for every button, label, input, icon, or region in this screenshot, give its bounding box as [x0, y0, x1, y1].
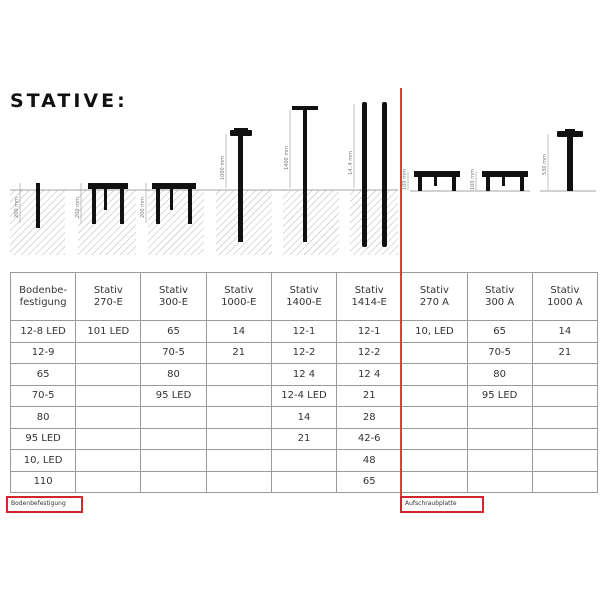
- table-row: [11, 321, 598, 343]
- table-cell: [206, 471, 271, 493]
- table-cell: 12 4: [337, 364, 402, 386]
- table-cell: 65: [467, 321, 532, 343]
- table-cell: 10, LED: [402, 321, 467, 343]
- table-row: [11, 450, 598, 472]
- table-cell: [76, 428, 141, 450]
- table-cell: [467, 450, 532, 472]
- table-cell: [206, 428, 271, 450]
- stand-1000-a: [557, 129, 583, 191]
- table-cell: [141, 450, 206, 472]
- header-cell: Stativ 300-E: [141, 273, 206, 321]
- table-cell: [402, 407, 467, 429]
- red-divider-line: [400, 88, 402, 496]
- table-cell: 21: [206, 342, 271, 364]
- table-cell: 12-1: [337, 321, 402, 343]
- table-header-row: [11, 273, 598, 321]
- table-cell: 12 4: [271, 364, 336, 386]
- table-cell: 21: [271, 428, 336, 450]
- dim-label-9: 530 mm: [542, 154, 548, 175]
- table-cell: [532, 407, 597, 429]
- dim-label-2: 200 mm: [75, 197, 81, 218]
- table-cell: 95 LED: [141, 385, 206, 407]
- header-cell: Bodenbe- festigung: [11, 273, 76, 321]
- table-cell: [467, 407, 532, 429]
- table-row: [11, 342, 598, 364]
- table-cell: 14: [206, 321, 271, 343]
- table-cell: 12-2: [337, 342, 402, 364]
- table-cell: [532, 471, 597, 493]
- header-cell: Stativ 1000 A: [532, 273, 597, 321]
- stand-300-a: [482, 171, 528, 191]
- table-cell: [532, 450, 597, 472]
- table-cell: [271, 471, 336, 493]
- table-cell: [402, 471, 467, 493]
- table-cell: [76, 364, 141, 386]
- header-cell: Stativ 1000-E: [206, 273, 271, 321]
- table-row: [11, 428, 598, 450]
- header-cell: Stativ 1414-E: [337, 273, 402, 321]
- table-cell: 80: [11, 407, 76, 429]
- table-cell: 70-5: [11, 385, 76, 407]
- table-cell: 48: [337, 450, 402, 472]
- table-cell: 14: [532, 321, 597, 343]
- table-cell: 12-2: [271, 342, 336, 364]
- table-cell: 65: [11, 364, 76, 386]
- table-cell: 70-5: [467, 342, 532, 364]
- table-cell: [206, 407, 271, 429]
- table-cell: 12-1: [271, 321, 336, 343]
- table-row: [11, 364, 598, 386]
- table-cell: [206, 385, 271, 407]
- table-cell: [141, 428, 206, 450]
- table-cell: 28: [337, 407, 402, 429]
- table-cell: [532, 364, 597, 386]
- header-cell: Stativ 300 A: [467, 273, 532, 321]
- table-cell: [532, 428, 597, 450]
- dim-label-8: 100 mm: [470, 169, 476, 190]
- table-cell: 80: [467, 364, 532, 386]
- header-cell: Stativ 1400-E: [271, 273, 336, 321]
- table-cell: [206, 364, 271, 386]
- table-cell: 10, LED: [11, 450, 76, 472]
- table-cell: [76, 385, 141, 407]
- dim-label-6: 14..4 mm: [348, 150, 354, 175]
- table-cell: [76, 450, 141, 472]
- table-cell: [402, 385, 467, 407]
- table-cell: 95 LED: [467, 385, 532, 407]
- table-cell: [141, 471, 206, 493]
- table-cell: [271, 450, 336, 472]
- table-cell: 12-4 LED: [271, 385, 336, 407]
- dim-label-1: 200 mm: [14, 197, 20, 218]
- caption-screw-plate: Aufschraubplatte: [400, 496, 484, 513]
- table-cell: 21: [337, 385, 402, 407]
- table-cell: [76, 407, 141, 429]
- table-cell: 70-5: [141, 342, 206, 364]
- table-cell: 65: [141, 321, 206, 343]
- table-row: [11, 471, 598, 493]
- table-cell: 101 LED: [76, 321, 141, 343]
- table-cell: 14: [271, 407, 336, 429]
- header-cell: Stativ 270 A: [402, 273, 467, 321]
- page-title: STATIVE:: [10, 90, 128, 112]
- table-cell: [402, 342, 467, 364]
- table-cell: [532, 385, 597, 407]
- table-cell: [206, 450, 271, 472]
- header-cell: Stativ 270-E: [76, 273, 141, 321]
- table-cell: [402, 450, 467, 472]
- table-cell: [76, 471, 141, 493]
- table-cell: [76, 342, 141, 364]
- table-row: [11, 385, 598, 407]
- table-cell: 80: [141, 364, 206, 386]
- dim-label-7: 100 mm: [402, 169, 408, 190]
- dim-label-5: 1400 mm: [284, 145, 290, 170]
- table-cell: [467, 471, 532, 493]
- table-cell: 21: [532, 342, 597, 364]
- table-cell: [141, 407, 206, 429]
- table-cell: 12-9: [11, 342, 76, 364]
- table-row: [11, 407, 598, 429]
- table-cell: 65: [337, 471, 402, 493]
- caption-floor-mount: Bodenbefestigung: [6, 496, 83, 513]
- table-cell: 95 LED: [11, 428, 76, 450]
- table-cell: [402, 364, 467, 386]
- table-cell: [402, 428, 467, 450]
- table-cell: [467, 428, 532, 450]
- stand-spec-table: [10, 272, 598, 493]
- stand-floor-anchor: [36, 183, 40, 228]
- dim-label-3: 200 mm: [140, 197, 146, 218]
- table-cell: 12-8 LED: [11, 321, 76, 343]
- table-cell: 42-6: [337, 428, 402, 450]
- dim-label-4: 1000 mm: [220, 155, 226, 180]
- stand-270-a: [414, 171, 460, 191]
- ground-hatch-left: [10, 190, 398, 255]
- table-cell: 110: [11, 471, 76, 493]
- stand-illustrations: [0, 0, 600, 270]
